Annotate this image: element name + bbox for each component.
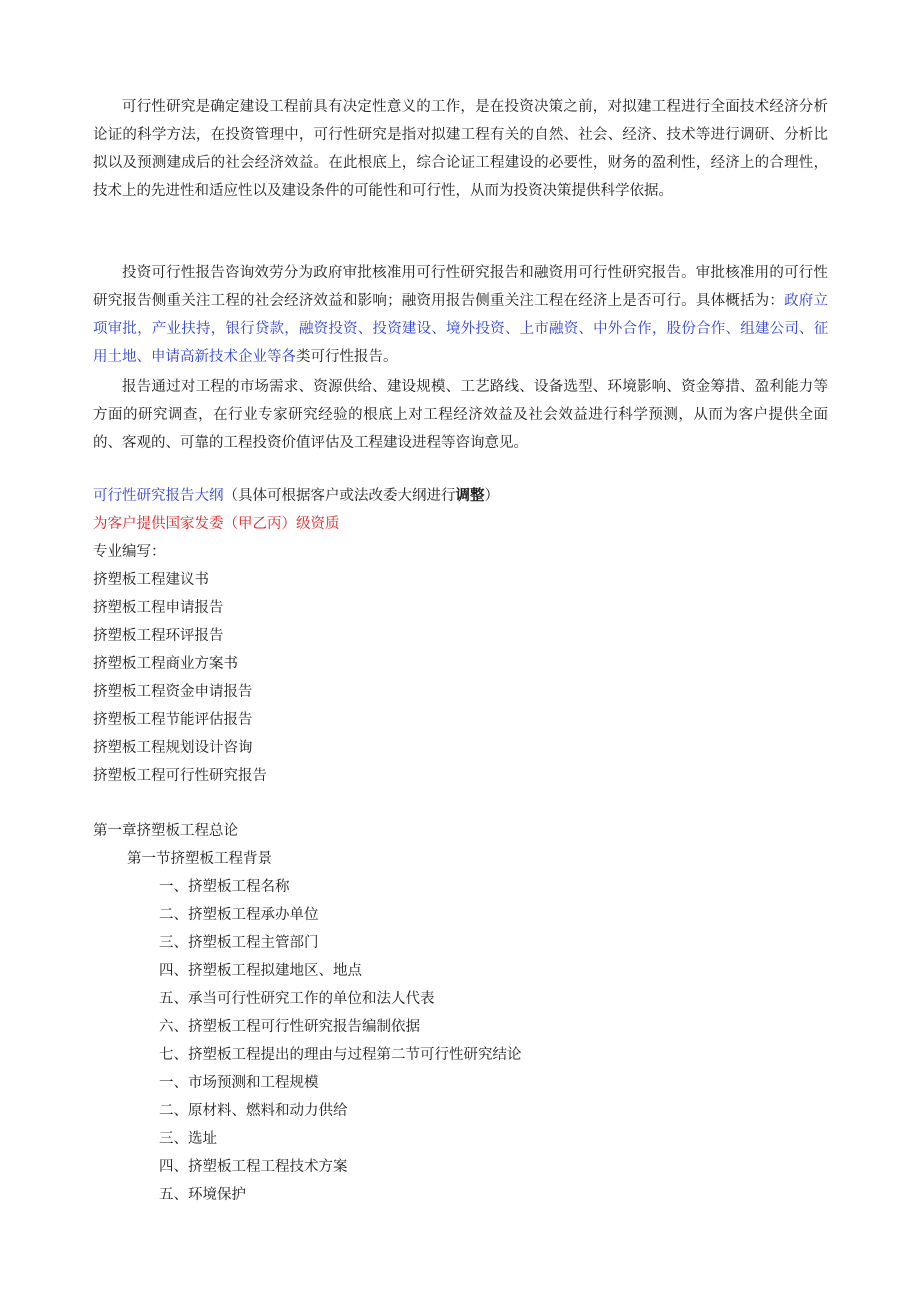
toc-item: 五、承当可行性研究工作的单位和法人代表 <box>159 991 435 1007</box>
intro-paragraph-3: 报告通过对工程的市场需求、资源供给、建设规模、工艺路线、设备选型、环境影响、资金筹措、盈利能力等方面的研究调查，在行业专家研究经验的根底上对工程经济效益及社会效益进行科学预测，从而为客户提供全面的、客观的、可靠的工程投资价值评估及工程建设进程等咨询意见。 <box>93 379 828 451</box>
funding-purpose-item: 融资投资 <box>298 321 358 337</box>
service-item: 挤塑板工程商业方案书 <box>93 656 238 672</box>
funding-purpose-separator: ， <box>137 321 152 337</box>
service-item: 挤塑板工程规划设计咨询 <box>93 740 253 756</box>
toc-item: 二、原材料、燃料和动力供给 <box>159 1103 348 1119</box>
funding-purpose-item: 组建公司 <box>740 321 800 337</box>
toc-item: 三、挤塑板工程主管部门 <box>159 935 319 951</box>
funding-purpose-item: 申请高新技术企业等各 <box>151 349 296 365</box>
funding-purpose-item: 上市融资 <box>519 321 579 337</box>
service-item: 挤塑板工程资金申请报告 <box>93 684 253 700</box>
toc-chapter: 第一章挤塑板工程总论 <box>93 823 238 839</box>
toc-item: 一、挤塑板工程名称 <box>159 879 290 895</box>
professional-writing-label: 专业编写： <box>93 544 166 560</box>
toc-item: 六、挤塑板工程可行性研究报告编制依据 <box>159 1019 420 1035</box>
toc-item: 四、挤塑板工程工程技术方案 <box>159 1159 348 1175</box>
service-item: 挤塑板工程建议书 <box>93 572 209 588</box>
funding-purpose-item: 境外投资 <box>446 321 505 337</box>
toc-section: 第一节挤塑板工程背景 <box>127 851 272 867</box>
outline-title-bold: 调整 <box>455 487 485 504</box>
funding-purpose-item: 征用土地 <box>93 321 829 365</box>
intro-paragraph-2-start: 投资可行性报告咨询效劳分为政府审批核准用可行性研究报告和融资用可行性研究报告。审批核准用的可行性研究报告侧重关注工程的社会经济效益和影响；融资用报告侧重关注工程在经济上是否可行。具体概括为： <box>93 265 828 309</box>
funding-purpose-separator: 、 <box>136 349 151 365</box>
outline-title-label: 可行性研究报告大纲 <box>93 488 224 504</box>
service-item: 挤塑板工程节能评估报告 <box>93 712 253 728</box>
funding-purpose-separator: 、 <box>578 321 594 337</box>
funding-purpose-item: 银行贷款 <box>225 321 285 337</box>
toc-item: 五、环境保护 <box>159 1187 246 1203</box>
funding-purpose-separator: 、 <box>357 321 373 337</box>
intro-paragraph-2 <box>93 259 828 371</box>
funding-purpose-item: 中外合作 <box>593 321 652 337</box>
toc-item: 三、选址 <box>159 1131 217 1147</box>
funding-purpose-separator: ， <box>210 321 226 337</box>
funding-purpose-item: 产业扶持 <box>151 321 211 337</box>
intro-paragraph-1: 可行性研究是确定建设工程前具有决定性意义的工作，是在投资决策之前，对拟建工程进行全面技术经济分析论证的科学方法，在投资管理中，可行性研究是指对拟建工程有关的自然、社会、经济、技术等进行调研、分析比拟以及预测建成后的社会经济效益。在此根底上，综合论证工程建设的必要性，财务的盈利性，经济上的合理性，技术上的先进性和适应性以及建设条件的可能性和可行性，从而为投资决策提供科学依据。 <box>93 99 828 199</box>
funding-purpose-separator: 、 <box>725 321 741 337</box>
toc-item: 七、挤塑板工程提出的理由与过程第二节可行性研究结论 <box>159 1047 522 1063</box>
service-item: 挤塑板工程环评报告 <box>93 628 224 644</box>
service-item: 挤塑板工程申请报告 <box>93 600 224 616</box>
outline-title-close: ） <box>484 488 499 504</box>
toc-item: 一、市场预测和工程规模 <box>159 1075 319 1091</box>
funding-purpose-separator: ， <box>284 321 299 337</box>
qualification-note: 为客户提供国家发委（甲乙丙）级资质 <box>93 516 340 532</box>
toc-item: 二、挤塑板工程承办单位 <box>159 907 319 923</box>
funding-purpose-item: 股份合作 <box>666 321 726 337</box>
funding-purpose-item: 投资建设 <box>372 321 432 337</box>
intro-paragraph-2-end: 类可行性报告。 <box>296 349 398 365</box>
funding-purpose-separator: 、 <box>504 321 520 337</box>
funding-purpose-separator: 、 <box>799 321 814 337</box>
outline-title-note: （具体可根据客户或法改委大纲进行 <box>223 488 456 504</box>
funding-purpose-item: 政府立项审批 <box>93 293 829 337</box>
outline-title <box>93 486 499 506</box>
funding-purpose-separator: ， <box>651 321 667 337</box>
service-item: 挤塑板工程可行性研究报告 <box>93 768 267 784</box>
toc-item: 四、挤塑板工程拟建地区、地点 <box>159 963 362 979</box>
funding-purpose-separator: 、 <box>431 321 447 337</box>
